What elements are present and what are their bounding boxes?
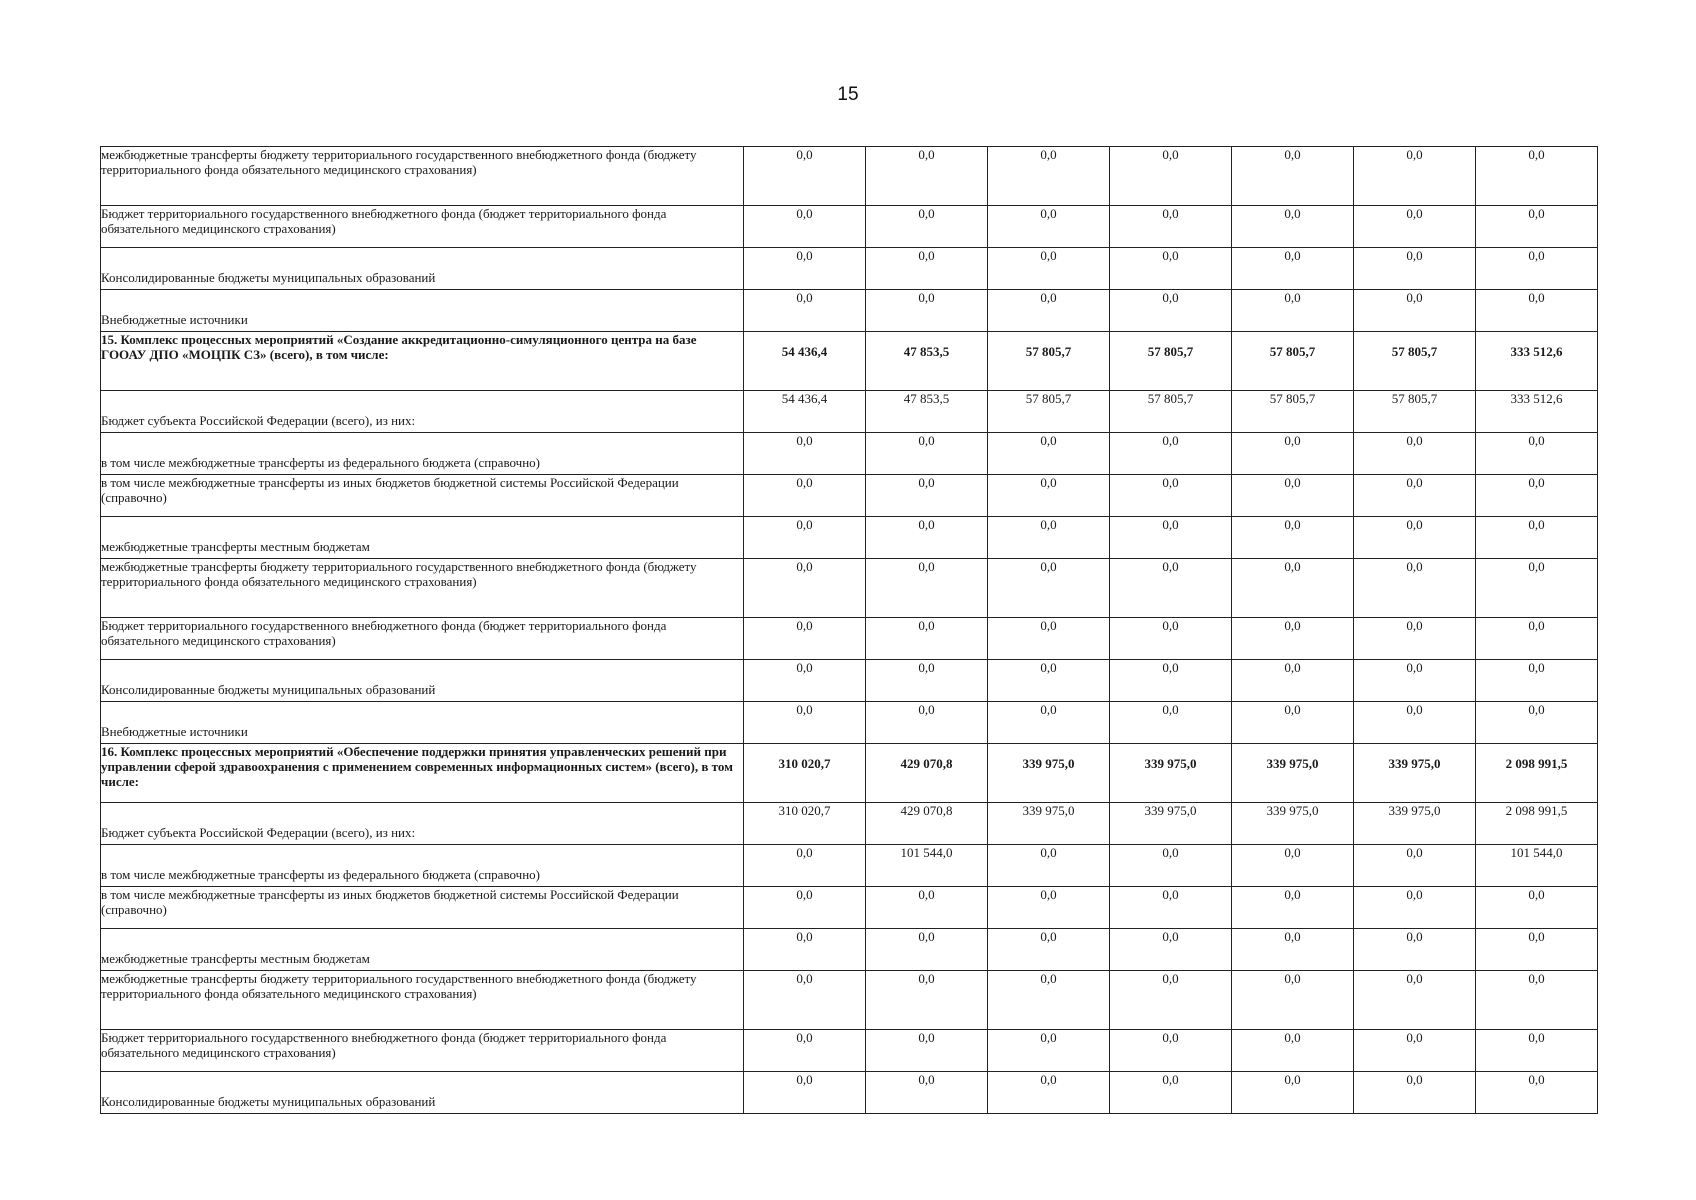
value-cell: 0,0: [1232, 433, 1354, 475]
value-cell: 0,0: [744, 1030, 866, 1072]
value-cell: 0,0: [1232, 845, 1354, 887]
value-cell: 0,0: [744, 147, 866, 206]
value-cell: 0,0: [866, 702, 988, 744]
row-label: Внебюджетные источники: [101, 702, 744, 744]
value-cell: 0,0: [988, 248, 1110, 290]
row-label: Бюджет территориального государственного внебюджетного фонда (бюджет территориального фонда обязательного медицинского страхования): [101, 618, 744, 660]
value-cell: 0,0: [1476, 1072, 1598, 1114]
value-cell: 0,0: [1354, 433, 1476, 475]
row-label: в том числе межбюджетные трансферты из иных бюджетов бюджетной системы Российской Федерации (справочно): [101, 475, 744, 517]
value-cell: 0,0: [1110, 1030, 1232, 1072]
value-cell: 0,0: [1232, 1072, 1354, 1114]
table-row: [101, 433, 1598, 475]
value-cell: 0,0: [1110, 433, 1232, 475]
value-cell: 0,0: [1232, 517, 1354, 559]
value-cell: 0,0: [744, 517, 866, 559]
value-cell: 0,0: [1232, 618, 1354, 660]
value-cell: 0,0: [988, 147, 1110, 206]
value-cell: 0,0: [744, 1072, 866, 1114]
table-row: [101, 929, 1598, 971]
value-cell: 0,0: [1476, 618, 1598, 660]
value-cell: 0,0: [1476, 248, 1598, 290]
value-cell: 0,0: [988, 702, 1110, 744]
value-cell: 0,0: [744, 971, 866, 1030]
value-cell: 0,0: [988, 517, 1110, 559]
value-cell: 339 975,0: [1232, 803, 1354, 845]
value-cell: 0,0: [988, 290, 1110, 332]
value-cell: 0,0: [866, 290, 988, 332]
row-label: Внебюджетные источники: [101, 290, 744, 332]
section-row: [101, 744, 1598, 803]
value-cell: 0,0: [1110, 702, 1232, 744]
value-cell: 0,0: [988, 971, 1110, 1030]
value-cell: 0,0: [866, 660, 988, 702]
value-cell: 0,0: [1232, 290, 1354, 332]
value-cell: 339 975,0: [1110, 744, 1232, 803]
value-cell: 0,0: [866, 248, 988, 290]
value-cell: 0,0: [1232, 660, 1354, 702]
budget-table: [100, 146, 1598, 1114]
value-cell: 2 098 991,5: [1476, 744, 1598, 803]
value-cell: 54 436,4: [744, 332, 866, 391]
value-cell: 101 544,0: [866, 845, 988, 887]
value-cell: 0,0: [1476, 517, 1598, 559]
value-cell: 0,0: [1354, 475, 1476, 517]
value-cell: 0,0: [1354, 1072, 1476, 1114]
value-cell: 310 020,7: [744, 803, 866, 845]
value-cell: 0,0: [866, 433, 988, 475]
value-cell: 0,0: [744, 206, 866, 248]
value-cell: 0,0: [1354, 929, 1476, 971]
row-label: межбюджетные трансферты бюджету территориального государственного внебюджетного фонда (бюджету территориального фонда обязательного медицинского страхования): [101, 559, 744, 618]
value-cell: 339 975,0: [988, 803, 1110, 845]
row-label: в том числе межбюджетные трансферты из иных бюджетов бюджетной системы Российской Федерации (справочно): [101, 887, 744, 929]
table-row: [101, 803, 1598, 845]
value-cell: 0,0: [988, 433, 1110, 475]
value-cell: 0,0: [988, 206, 1110, 248]
row-label: Бюджет субъекта Российской Федерации (всего), из них:: [101, 391, 744, 433]
value-cell: 0,0: [744, 845, 866, 887]
table-row: [101, 702, 1598, 744]
row-label: Бюджет территориального государственного внебюджетного фонда (бюджет территориального фонда обязательного медицинского страхования): [101, 206, 744, 248]
value-cell: 57 805,7: [1354, 332, 1476, 391]
value-cell: 0,0: [1232, 475, 1354, 517]
section-row: [101, 332, 1598, 391]
value-cell: 0,0: [988, 618, 1110, 660]
table-row: [101, 391, 1598, 433]
value-cell: 47 853,5: [866, 332, 988, 391]
value-cell: 0,0: [866, 618, 988, 660]
value-cell: 0,0: [1354, 702, 1476, 744]
value-cell: 429 070,8: [866, 744, 988, 803]
value-cell: 57 805,7: [988, 332, 1110, 391]
row-label: в том числе межбюджетные трансферты из федерального бюджета (справочно): [101, 433, 744, 475]
value-cell: 0,0: [1110, 618, 1232, 660]
row-label: Бюджет субъекта Российской Федерации (всего), из них:: [101, 803, 744, 845]
value-cell: 0,0: [744, 618, 866, 660]
value-cell: 0,0: [988, 559, 1110, 618]
value-cell: 0,0: [1232, 702, 1354, 744]
value-cell: 0,0: [1476, 206, 1598, 248]
value-cell: 0,0: [744, 475, 866, 517]
value-cell: 0,0: [988, 845, 1110, 887]
table-row: [101, 475, 1598, 517]
table-row: [101, 618, 1598, 660]
value-cell: 0,0: [1232, 929, 1354, 971]
value-cell: 0,0: [866, 1072, 988, 1114]
value-cell: 0,0: [866, 517, 988, 559]
value-cell: 0,0: [1354, 559, 1476, 618]
value-cell: 0,0: [1110, 475, 1232, 517]
value-cell: 0,0: [1476, 971, 1598, 1030]
row-label: межбюджетные трансферты местным бюджетам: [101, 929, 744, 971]
value-cell: 0,0: [988, 1030, 1110, 1072]
value-cell: 0,0: [1110, 147, 1232, 206]
value-cell: 0,0: [988, 1072, 1110, 1114]
value-cell: 0,0: [1354, 147, 1476, 206]
value-cell: 310 020,7: [744, 744, 866, 803]
table-row: [101, 887, 1598, 929]
table-row: [101, 845, 1598, 887]
value-cell: 0,0: [1476, 147, 1598, 206]
value-cell: 0,0: [1354, 206, 1476, 248]
value-cell: 0,0: [1354, 1030, 1476, 1072]
value-cell: 0,0: [1354, 887, 1476, 929]
value-cell: 0,0: [1354, 248, 1476, 290]
table-row: [101, 971, 1598, 1030]
value-cell: 0,0: [1110, 248, 1232, 290]
value-cell: 0,0: [1232, 971, 1354, 1030]
value-cell: 0,0: [1110, 559, 1232, 618]
page-number: 15: [837, 84, 859, 105]
value-cell: 0,0: [1476, 475, 1598, 517]
value-cell: 0,0: [744, 887, 866, 929]
value-cell: 333 512,6: [1476, 391, 1598, 433]
value-cell: 0,0: [1476, 887, 1598, 929]
value-cell: 2 098 991,5: [1476, 803, 1598, 845]
table-row: [101, 290, 1598, 332]
value-cell: 0,0: [1110, 517, 1232, 559]
table-row: [101, 559, 1598, 618]
value-cell: 57 805,7: [988, 391, 1110, 433]
row-label: 16. Комплекс процессных мероприятий «Обеспечение поддержки принятия управленческих решений при управлении сферой здравоохранения с применением современных информационных систем» (всего), в том числе:: [101, 744, 744, 803]
value-cell: 0,0: [744, 433, 866, 475]
table-row: [101, 248, 1598, 290]
row-label: межбюджетные трансферты бюджету территориального государственного внебюджетного фонда (бюджету территориального фонда обязательного медицинского страхования): [101, 147, 744, 206]
table-row: [101, 660, 1598, 702]
value-cell: 57 805,7: [1232, 332, 1354, 391]
value-cell: 0,0: [866, 1030, 988, 1072]
value-cell: 0,0: [988, 887, 1110, 929]
value-cell: 0,0: [1110, 206, 1232, 248]
table-row: [101, 517, 1598, 559]
value-cell: 339 975,0: [1354, 803, 1476, 845]
value-cell: 0,0: [1476, 702, 1598, 744]
row-label: Консолидированные бюджеты муниципальных образований: [101, 1072, 744, 1114]
value-cell: 339 975,0: [988, 744, 1110, 803]
value-cell: 0,0: [1476, 660, 1598, 702]
value-cell: 0,0: [1232, 248, 1354, 290]
value-cell: 0,0: [988, 929, 1110, 971]
value-cell: 57 805,7: [1110, 332, 1232, 391]
value-cell: 0,0: [1354, 517, 1476, 559]
value-cell: 0,0: [1354, 971, 1476, 1030]
value-cell: 0,0: [1232, 206, 1354, 248]
value-cell: 0,0: [1476, 1030, 1598, 1072]
value-cell: 0,0: [866, 971, 988, 1030]
value-cell: 57 805,7: [1110, 391, 1232, 433]
value-cell: 0,0: [1354, 290, 1476, 332]
value-cell: 101 544,0: [1476, 845, 1598, 887]
value-cell: 339 975,0: [1354, 744, 1476, 803]
value-cell: 0,0: [1354, 618, 1476, 660]
row-label: межбюджетные трансферты местным бюджетам: [101, 517, 744, 559]
value-cell: 0,0: [744, 702, 866, 744]
value-cell: 0,0: [744, 660, 866, 702]
value-cell: 0,0: [1110, 660, 1232, 702]
value-cell: 54 436,4: [744, 391, 866, 433]
value-cell: 0,0: [744, 248, 866, 290]
value-cell: 0,0: [988, 660, 1110, 702]
value-cell: 0,0: [866, 929, 988, 971]
value-cell: 339 975,0: [1110, 803, 1232, 845]
row-label: Бюджет территориального государственного внебюджетного фонда (бюджет территориального фонда обязательного медицинского страхования): [101, 1030, 744, 1072]
value-cell: 0,0: [866, 206, 988, 248]
value-cell: 0,0: [1110, 971, 1232, 1030]
value-cell: 57 805,7: [1354, 391, 1476, 433]
value-cell: 0,0: [1476, 290, 1598, 332]
value-cell: 0,0: [1476, 559, 1598, 618]
value-cell: 0,0: [866, 887, 988, 929]
value-cell: 0,0: [1354, 845, 1476, 887]
value-cell: 0,0: [744, 290, 866, 332]
table-row: [101, 1030, 1598, 1072]
row-label: Консолидированные бюджеты муниципальных образований: [101, 248, 744, 290]
value-cell: 57 805,7: [1232, 391, 1354, 433]
value-cell: 333 512,6: [1476, 332, 1598, 391]
value-cell: 0,0: [744, 929, 866, 971]
value-cell: 0,0: [1110, 1072, 1232, 1114]
value-cell: 0,0: [1232, 559, 1354, 618]
value-cell: 429 070,8: [866, 803, 988, 845]
table-row: [101, 206, 1598, 248]
value-cell: 0,0: [988, 475, 1110, 517]
value-cell: 0,0: [1232, 887, 1354, 929]
row-label: Консолидированные бюджеты муниципальных образований: [101, 660, 744, 702]
value-cell: 0,0: [1232, 1030, 1354, 1072]
value-cell: 0,0: [1476, 433, 1598, 475]
row-label: межбюджетные трансферты бюджету территориального государственного внебюджетного фонда (бюджету территориального фонда обязательного медицинского страхования): [101, 971, 744, 1030]
value-cell: 0,0: [866, 475, 988, 517]
value-cell: 0,0: [1110, 290, 1232, 332]
row-label: 15. Комплекс процессных мероприятий «Создание аккредитационно-симуляционного центра на базе ГООАУ ДПО «МОЦПК СЗ» (всего), в том числе:: [101, 332, 744, 391]
table-row: [101, 147, 1598, 206]
value-cell: 0,0: [744, 559, 866, 618]
value-cell: 0,0: [1232, 147, 1354, 206]
row-label: в том числе межбюджетные трансферты из федерального бюджета (справочно): [101, 845, 744, 887]
table-row: [101, 1072, 1598, 1114]
value-cell: 0,0: [1110, 845, 1232, 887]
value-cell: 0,0: [866, 147, 988, 206]
value-cell: 0,0: [866, 559, 988, 618]
value-cell: 47 853,5: [866, 391, 988, 433]
value-cell: 0,0: [1354, 660, 1476, 702]
value-cell: 0,0: [1110, 929, 1232, 971]
value-cell: 339 975,0: [1232, 744, 1354, 803]
value-cell: 0,0: [1110, 887, 1232, 929]
value-cell: 0,0: [1476, 929, 1598, 971]
